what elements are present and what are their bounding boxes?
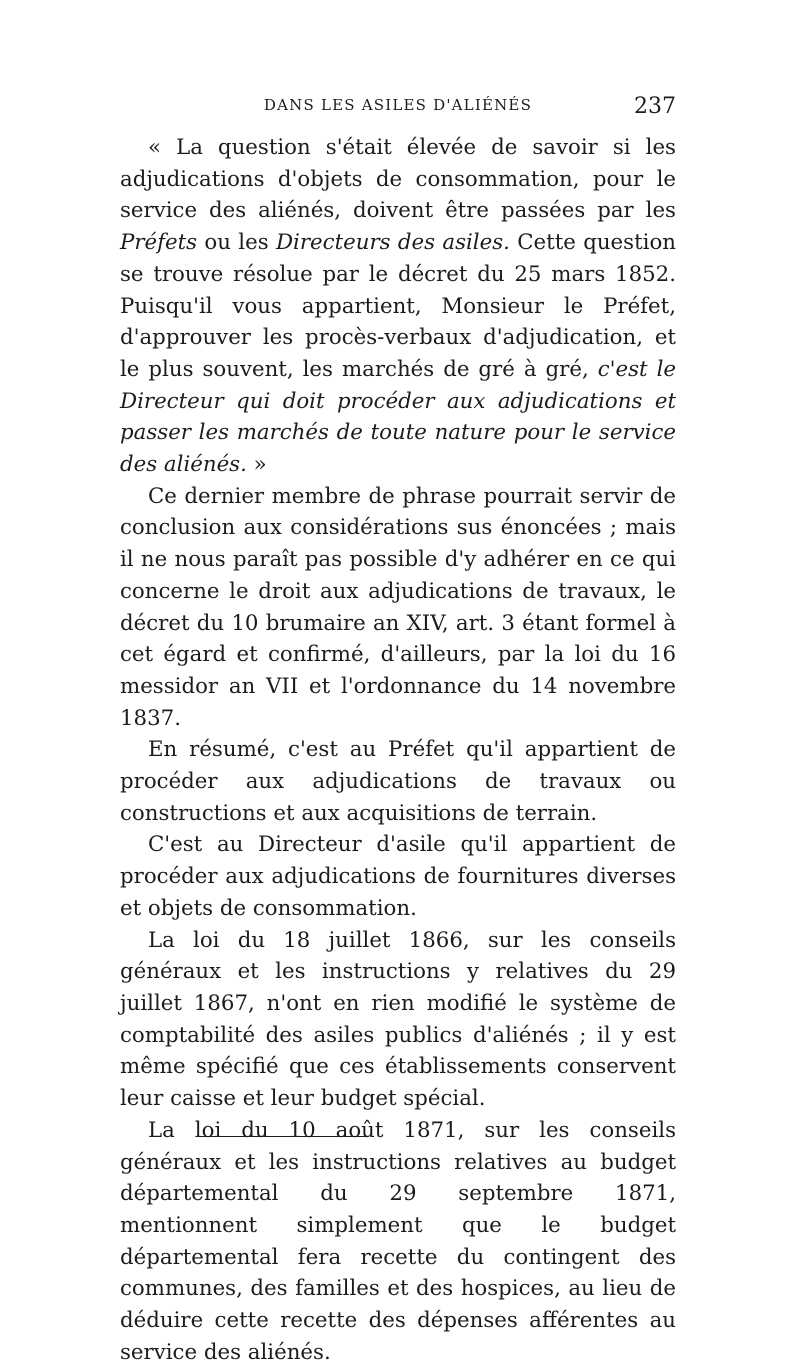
quote-close: » bbox=[246, 452, 267, 478]
quote-italic-prefets: Préfets bbox=[120, 230, 198, 256]
quote-text: « La question s'était élevée de savoir si les adjudications d'objets de consommation, pour le service des aliénés, doivent être passées par les bbox=[120, 135, 676, 224]
end-rule bbox=[196, 1136, 366, 1137]
paragraph: En résumé, c'est au Préfet qu'il appartient de procéder aux adjudications de travaux ou constructions et aux acquisitions de terrain. bbox=[120, 737, 676, 826]
quote-text: Cette question se trouve résolue par le décret du 25 mars 1852. Puisqu'il vous appartient, Monsieur le Préfet, d'approuver les procès-verbaux d'adjudication, et le plus souvent, les marchés de gré à gré, bbox=[120, 230, 677, 382]
running-title: DANS LES ASILES D'ALIÉNÉS bbox=[263, 96, 533, 114]
body-text bbox=[120, 132, 676, 1368]
paragraph: La loi du 18 juillet 1866, sur les conseils généraux et les instructions y relatives du 29 juillet 1867, n'ont en rien modifié le système de comptabilité des asiles publics d'aliénés ; il y est même spécifié que ces établissements conservent leur caisse et leur budget spécial. bbox=[120, 927, 676, 1112]
page-number: 237 bbox=[634, 94, 676, 119]
paragraph: Ce dernier membre de phrase pourrait servir de conclusion aux considérations sus énoncées ; mais il ne nous paraît pas possible d'y adhérer en ce qui concerne le droit aux adjudications de travaux, le décret du 10 brumaire an XIV, art. 3 étant formel à cet égard et confirmé, d'ailleurs, par la loi du 16 messidor an VII et l'ordonnance du 14 novembre 1837. bbox=[120, 483, 676, 731]
quote-paragraph bbox=[120, 132, 676, 481]
quote-text: ou les bbox=[197, 230, 276, 256]
paragraph: La loi du 10 août 1871, sur les conseils généraux et les instructions relatives au budget départemental du 29 septembre 1871, mentionnent simplement que le budget départemental fera recette du contingent des communes, des familles et des hospices, au lieu de déduire cette recette des dépenses afférentes au service des aliénés. bbox=[120, 1117, 676, 1365]
running-header bbox=[120, 94, 676, 124]
page bbox=[120, 94, 676, 1368]
quote-italic-directeurs: Directeurs des asiles. bbox=[275, 230, 510, 256]
paragraph: C'est au Directeur d'asile qu'il appartient de procéder aux adjudications de fournitures diverses et objets de consommation. bbox=[120, 832, 676, 921]
quote-italic-conclusion: c'est le Directeur qui doit procéder aux adjudications et passer les marchés de toute nature pour le service des aliénés. bbox=[120, 356, 676, 478]
